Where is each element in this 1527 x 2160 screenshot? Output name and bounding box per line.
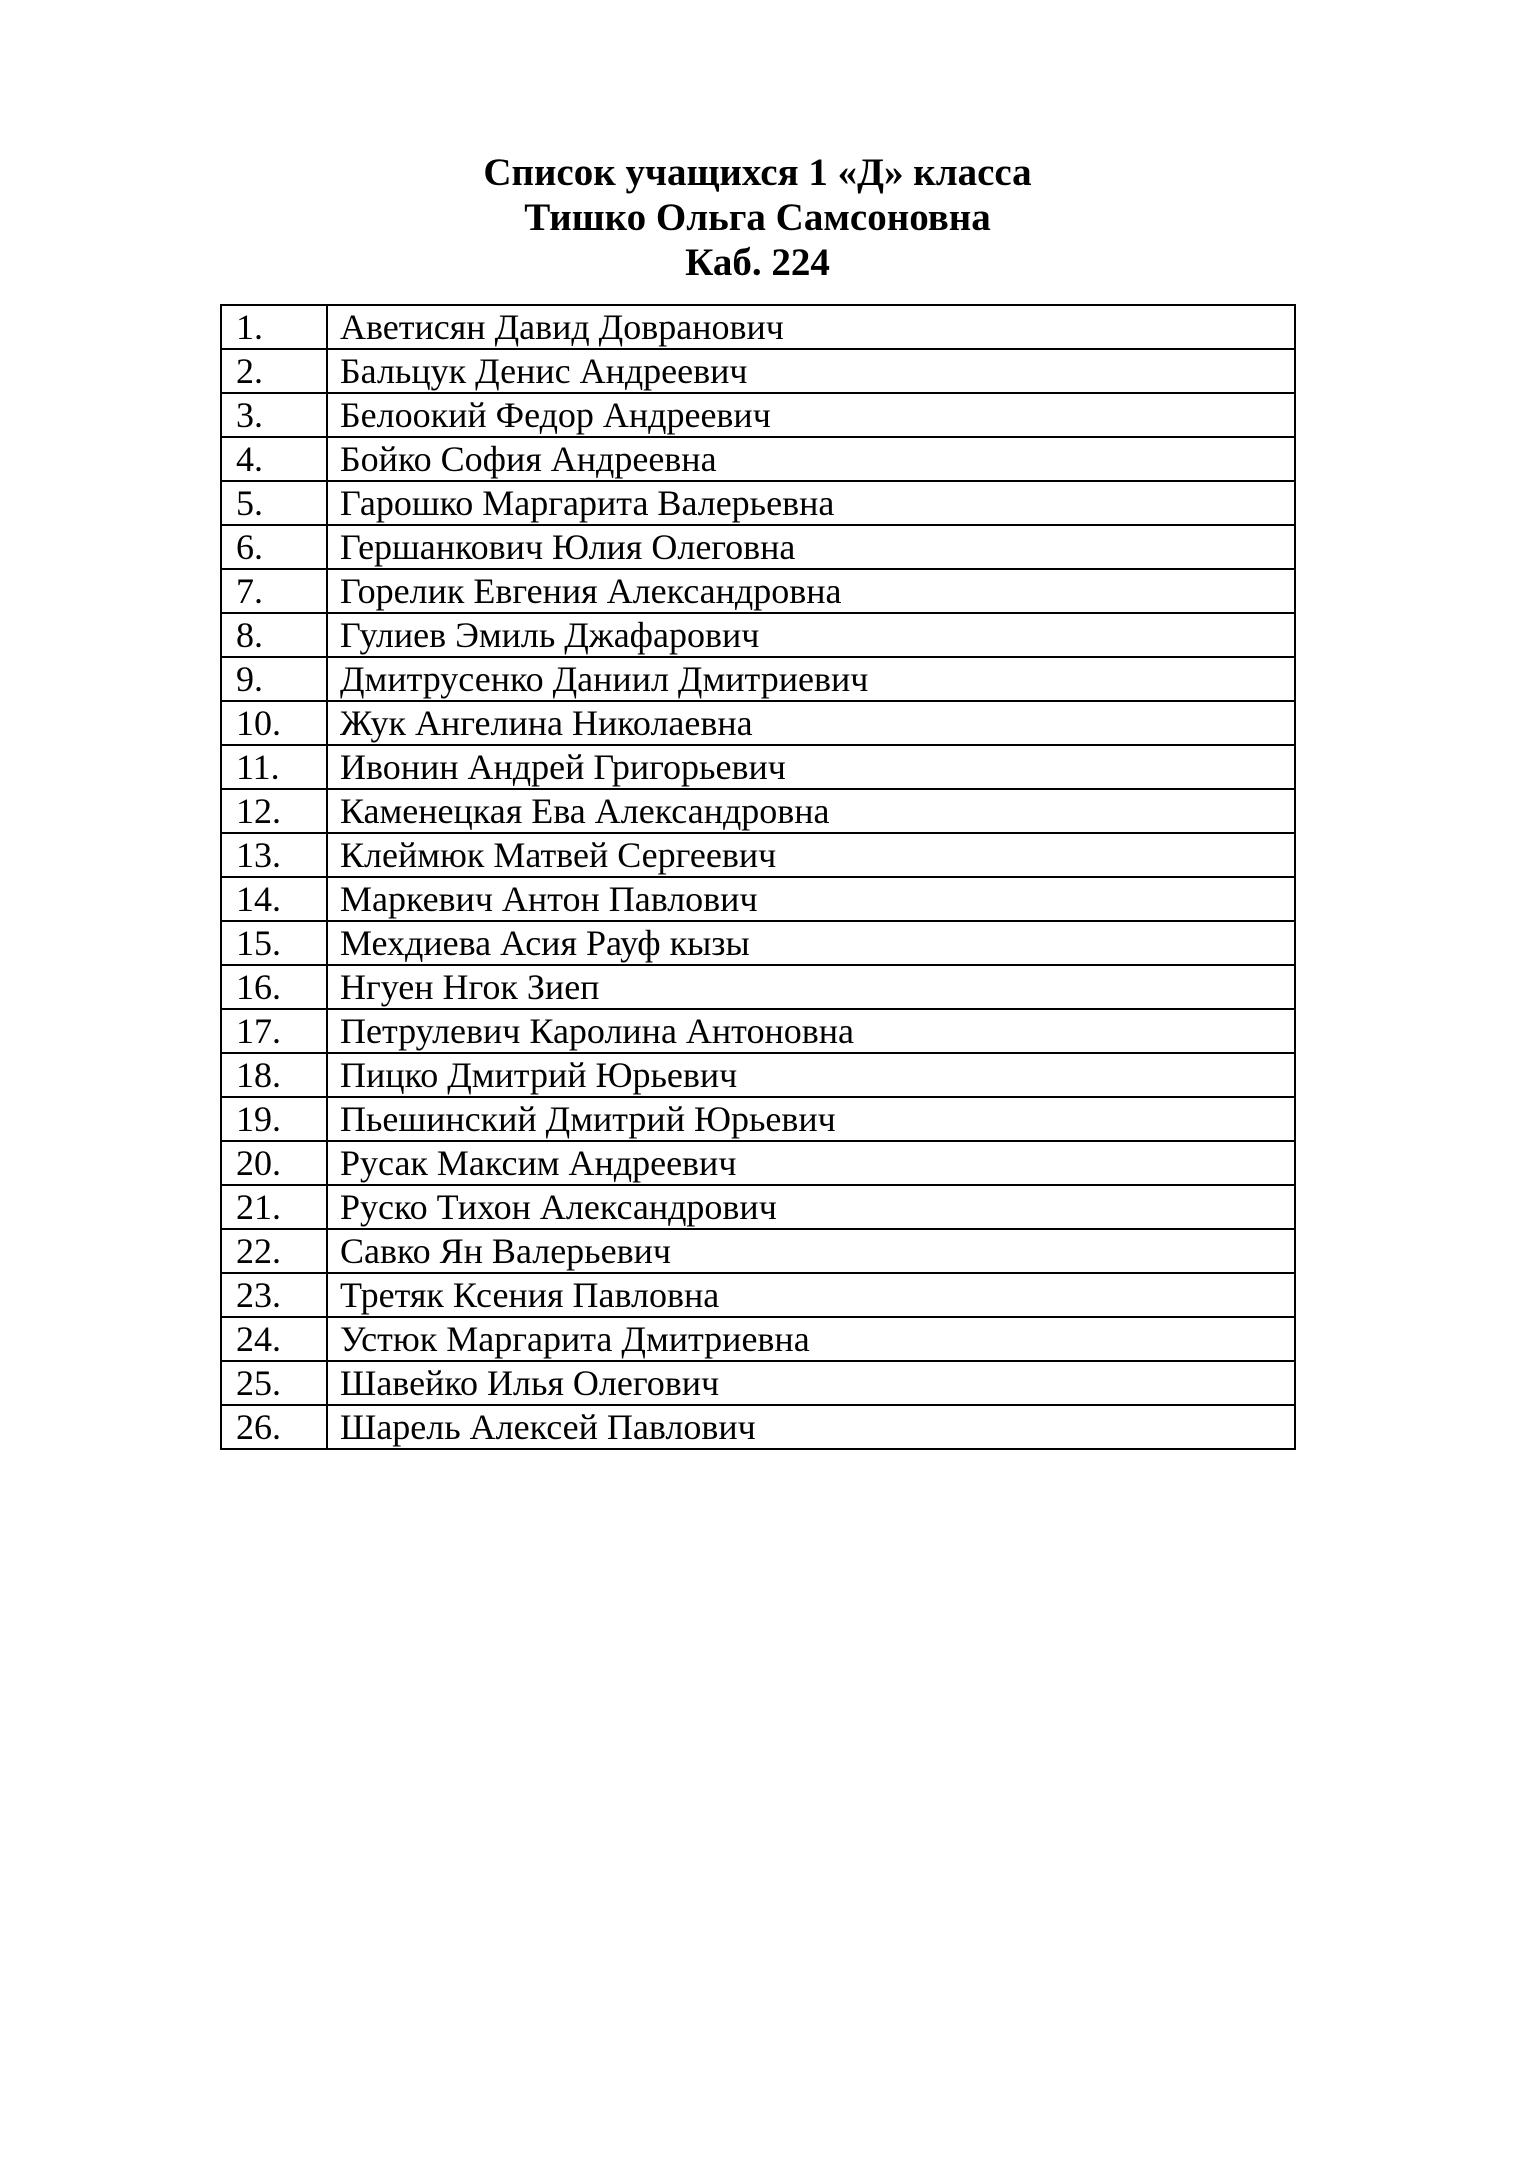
table-row — [221, 1141, 1295, 1185]
student-name: Шарель Алексей Павлович — [327, 1405, 1295, 1449]
student-name: Бойко София Андреевна — [327, 437, 1295, 481]
table-row — [221, 1185, 1295, 1229]
table-row — [221, 965, 1295, 1009]
student-number: 11. — [221, 745, 327, 789]
student-number: 15. — [221, 921, 327, 965]
student-number: 16. — [221, 965, 327, 1009]
student-number: 10. — [221, 701, 327, 745]
student-number: 8. — [221, 613, 327, 657]
table-row — [221, 745, 1295, 789]
student-list-table — [220, 304, 1296, 1450]
table-row — [221, 481, 1295, 525]
student-name: Пицко Дмитрий Юрьевич — [327, 1053, 1295, 1097]
student-name: Гарошко Маргарита Валерьевна — [327, 481, 1295, 525]
table-row — [221, 1361, 1295, 1405]
student-number: 1. — [221, 305, 327, 349]
student-number: 24. — [221, 1317, 327, 1361]
student-name: Бальцук Денис Андреевич — [327, 349, 1295, 393]
table-row — [221, 613, 1295, 657]
student-name: Клеймюк Матвей Сергеевич — [327, 833, 1295, 877]
student-name: Жук Ангелина Николаевна — [327, 701, 1295, 745]
document-title: Список учащихся 1 «Д» класса — [483, 151, 1032, 194]
table-row — [221, 569, 1295, 613]
table-row — [221, 305, 1295, 349]
student-number: 5. — [221, 481, 327, 525]
student-number: 6. — [221, 525, 327, 569]
student-number: 3. — [221, 393, 327, 437]
student-number: 12. — [221, 789, 327, 833]
student-name: Ивонин Андрей Григорьевич — [327, 745, 1295, 789]
table-row — [221, 349, 1295, 393]
student-name: Петрулевич Каролина Антоновна — [327, 1009, 1295, 1053]
student-name: Горелик Евгения Александровна — [327, 569, 1295, 613]
table-row — [221, 393, 1295, 437]
student-name: Аветисян Давид Довранович — [327, 305, 1295, 349]
table-row — [221, 833, 1295, 877]
student-number: 21. — [221, 1185, 327, 1229]
student-number: 2. — [221, 349, 327, 393]
student-number: 23. — [221, 1273, 327, 1317]
student-name: Пьешинский Дмитрий Юрьевич — [327, 1097, 1295, 1141]
table-row — [221, 1229, 1295, 1273]
room-number: Каб. 224 — [685, 241, 830, 284]
table-row — [221, 921, 1295, 965]
table-row — [221, 789, 1295, 833]
table-row — [221, 437, 1295, 481]
student-number: 7. — [221, 569, 327, 613]
table-row — [221, 701, 1295, 745]
student-number: 22. — [221, 1229, 327, 1273]
student-name: Белоокий Федор Андреевич — [327, 393, 1295, 437]
student-name: Третяк Ксения Павловна — [327, 1273, 1295, 1317]
student-name: Каменецкая Ева Александровна — [327, 789, 1295, 833]
table-row — [221, 1097, 1295, 1141]
student-number: 4. — [221, 437, 327, 481]
student-name: Гулиев Эмиль Джафарович — [327, 613, 1295, 657]
teacher-name: Тишко Ольга Самсоновна — [524, 196, 991, 239]
student-name: Маркевич Антон Павлович — [327, 877, 1295, 921]
student-list-body — [221, 305, 1295, 1449]
student-number: 13. — [221, 833, 327, 877]
table-row — [221, 1405, 1295, 1449]
student-number: 20. — [221, 1141, 327, 1185]
student-number: 17. — [221, 1009, 327, 1053]
student-name: Русак Максим Андреевич — [327, 1141, 1295, 1185]
table-row — [221, 657, 1295, 701]
table-row — [221, 1317, 1295, 1361]
document-header — [220, 150, 1295, 285]
table-row — [221, 1009, 1295, 1053]
student-number: 9. — [221, 657, 327, 701]
student-number: 18. — [221, 1053, 327, 1097]
student-name: Устюк Маргарита Дмитриевна — [327, 1317, 1295, 1361]
student-name: Шавейко Илья Олегович — [327, 1361, 1295, 1405]
table-row — [221, 525, 1295, 569]
student-name: Гершанкович Юлия Олеговна — [327, 525, 1295, 569]
student-name: Мехдиева Асия Рауф кызы — [327, 921, 1295, 965]
student-name: Руско Тихон Александрович — [327, 1185, 1295, 1229]
student-number: 25. — [221, 1361, 327, 1405]
student-number: 19. — [221, 1097, 327, 1141]
table-row — [221, 877, 1295, 921]
student-number: 14. — [221, 877, 327, 921]
student-name: Нгуен Нгок Зиеп — [327, 965, 1295, 1009]
student-name: Дмитрусенко Даниил Дмитриевич — [327, 657, 1295, 701]
table-row — [221, 1273, 1295, 1317]
student-name: Савко Ян Валерьевич — [327, 1229, 1295, 1273]
table-row — [221, 1053, 1295, 1097]
student-number: 26. — [221, 1405, 327, 1449]
